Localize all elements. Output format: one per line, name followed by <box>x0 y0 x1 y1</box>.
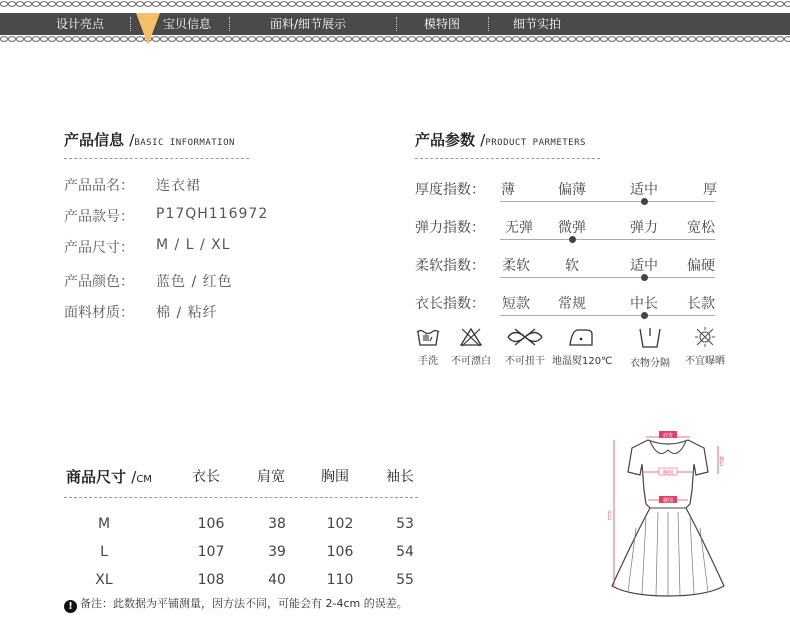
param-indicator-softness <box>641 274 648 281</box>
col-header-length: 衣长 <box>192 469 220 485</box>
param-label-length: 衣长指数： <box>415 296 485 312</box>
size-cell: 107 <box>197 544 225 560</box>
nav-separator <box>488 17 489 31</box>
param-option: 软 <box>565 258 579 274</box>
size-unit: CM <box>136 474 152 485</box>
info-label-name: 产品品名： <box>64 178 134 194</box>
param-option: 薄 <box>501 182 515 198</box>
product-info-title-cn: 产品信息 <box>64 131 125 149</box>
care-label: 不宜曝晒 <box>685 356 725 367</box>
measurement-note <box>64 595 408 613</box>
param-label-softness: 柔软指数： <box>415 258 485 274</box>
nav-tab-detail-shots[interactable]: 细节实拍 <box>513 17 562 31</box>
note-text: 备注：此数据为平铺测量，因方法不同，可能会有 2-4cm 的误差。 <box>80 597 408 610</box>
care-item <box>621 326 679 369</box>
warning-icon: ! <box>64 600 77 613</box>
length-label: 衣长 <box>606 510 612 520</box>
product-params-title-cn: 产品参数 <box>415 131 476 149</box>
param-option: 常规 <box>558 296 586 312</box>
divider <box>415 158 600 159</box>
param-track-length <box>500 315 715 316</box>
care-label: 地温熨120℃ <box>552 356 613 367</box>
size-cell: 106 <box>326 544 354 560</box>
nav-separator <box>130 17 131 31</box>
param-indicator-length <box>641 312 648 319</box>
nav-tab-model-photos[interactable]: 模特图 <box>424 17 461 31</box>
param-option: 适中 <box>630 182 658 198</box>
param-option: 厚 <box>703 182 717 198</box>
size-cell: 55 <box>396 572 414 588</box>
size-cell: 110 <box>326 572 354 588</box>
iron-icon <box>566 326 596 348</box>
nav-separator <box>229 17 230 31</box>
info-value-material: 棉 / 粘纤 <box>156 305 218 321</box>
top-chain-border <box>0 0 790 8</box>
size-cell: 39 <box>268 544 286 560</box>
care-item <box>496 326 554 367</box>
info-label-style-no: 产品款号： <box>64 209 134 225</box>
param-option: 长款 <box>687 296 715 312</box>
info-value-name: 连衣裙 <box>156 178 201 194</box>
shoulder-label: 肩宽 <box>662 433 674 439</box>
product-info-title-en: BASIC INFORMATION <box>134 138 235 148</box>
param-option: 柔软 <box>502 258 530 274</box>
size-label: L <box>100 544 108 560</box>
care-label: 不可扭干 <box>505 356 545 367</box>
nav-separator <box>396 17 397 31</box>
size-table-title <box>66 466 152 487</box>
size-cell: 106 <box>197 516 225 532</box>
no-bleach-icon <box>458 326 484 348</box>
col-header-sleeve: 袖长 <box>386 469 414 485</box>
param-indicator-elasticity <box>569 236 576 243</box>
param-track-softness <box>500 277 715 278</box>
param-option: 弹力 <box>630 220 658 236</box>
hand-wash-icon <box>415 326 441 348</box>
nav-bar <box>0 13 790 35</box>
param-option: 短款 <box>502 296 530 312</box>
size-cell: 54 <box>396 544 414 560</box>
size-table-title-cn: 商品尺寸 <box>66 468 127 486</box>
size-cell: 40 <box>268 572 286 588</box>
param-option: 中长 <box>630 296 658 312</box>
title-slash: / <box>480 131 486 149</box>
param-track-elasticity <box>500 239 715 240</box>
param-option: 偏硬 <box>687 258 715 274</box>
info-label-material: 面料材质： <box>64 305 134 321</box>
care-label: 手洗 <box>418 356 438 367</box>
size-cell: 108 <box>197 572 225 588</box>
nav-tab-design-highlights[interactable]: 设计亮点 <box>56 17 105 31</box>
care-item <box>552 326 613 367</box>
param-option: 适中 <box>630 258 658 274</box>
nav-tab-product-info[interactable]: 宝贝信息 <box>163 17 212 31</box>
sleeve-label: 袖长 <box>718 456 724 466</box>
param-label-elasticity: 弹力指数： <box>415 220 485 236</box>
no-wring-icon <box>505 326 545 348</box>
size-label: M <box>97 516 111 532</box>
care-label: 衣物分隔 <box>630 358 670 369</box>
size-cell: 53 <box>396 516 414 532</box>
info-value-size: M / L / XL <box>156 237 231 253</box>
info-label-color: 产品颜色： <box>64 274 134 290</box>
dress-measurement-diagram <box>606 428 736 623</box>
info-label-size: 产品尺寸： <box>64 240 134 256</box>
product-params-title <box>415 129 586 150</box>
info-value-style-no: P17QH116972 <box>156 206 269 222</box>
no-sun-icon <box>693 326 717 348</box>
param-option: 宽松 <box>687 220 715 236</box>
divider <box>64 158 249 159</box>
product-params-title-en: PRODUCT PARMETERS <box>485 138 586 148</box>
nav-tab-fabric-details[interactable]: 面料/细节展示 <box>270 17 347 31</box>
care-item <box>676 326 734 367</box>
title-slash: / <box>129 131 135 149</box>
size-cell: 38 <box>268 516 286 532</box>
col-header-chest: 胸围 <box>321 469 349 485</box>
param-label-thickness: 厚度指数： <box>415 182 485 198</box>
param-option: 偏薄 <box>558 182 586 198</box>
param-option: 微弹 <box>558 220 586 236</box>
size-cell: 102 <box>326 516 354 532</box>
divider <box>64 497 418 498</box>
bottom-chain-border <box>0 35 790 43</box>
care-label: 不可漂白 <box>451 356 491 367</box>
separate-wash-icon <box>637 326 663 350</box>
param-track-thickness <box>500 201 715 202</box>
title-slash: / <box>131 468 137 486</box>
col-header-shoulder: 肩宽 <box>257 469 285 485</box>
param-indicator-thickness <box>641 198 648 205</box>
param-option: 无弹 <box>505 220 533 236</box>
size-label: XL <box>95 572 113 588</box>
info-value-color: 蓝色 / 红色 <box>156 274 233 290</box>
waist-label: 腰围 <box>662 498 674 504</box>
product-info-title <box>64 129 235 150</box>
nav-active-arrow-icon <box>136 13 160 45</box>
chest-label: 胸围 <box>662 470 674 476</box>
care-item <box>442 326 500 367</box>
